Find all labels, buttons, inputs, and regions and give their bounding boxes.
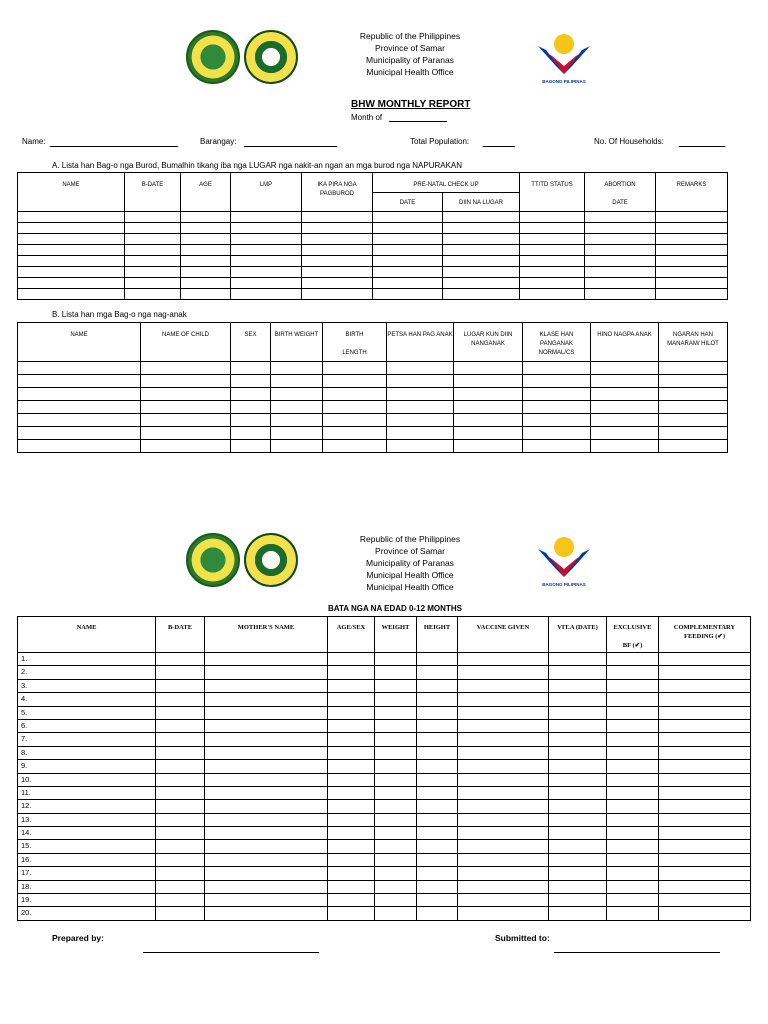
col-mother: MOTHER'S NAME: [205, 617, 328, 653]
table-row[interactable]: [18, 289, 728, 300]
table-cell[interactable]: [458, 894, 549, 907]
table-cell[interactable]: [659, 813, 751, 826]
col-vita: VIT.A (DATE): [549, 617, 607, 653]
table-cell[interactable]: [205, 653, 328, 666]
table-cell[interactable]: [375, 733, 417, 746]
table-cell[interactable]: [458, 827, 549, 840]
col-prenatal: PRE-NATAL CHECK UP: [373, 173, 520, 193]
table-row[interactable]: [18, 375, 728, 388]
table-cell[interactable]: [417, 867, 458, 880]
table-cell[interactable]: [607, 867, 659, 880]
table-cell[interactable]: [458, 840, 549, 853]
table-cell[interactable]: [659, 746, 751, 759]
table-cell[interactable]: [205, 693, 328, 706]
table-cell[interactable]: [549, 786, 607, 799]
table-cell[interactable]: [458, 813, 549, 826]
table-cell[interactable]: [458, 786, 549, 799]
col-sex: SEX: [231, 323, 271, 362]
bagong-pilipinas-text: BAGONG PILIPINAS: [542, 79, 586, 84]
table-cell[interactable]: [549, 760, 607, 773]
table-cell[interactable]: [375, 800, 417, 813]
table-cell[interactable]: [156, 719, 205, 732]
table-cell[interactable]: [205, 719, 328, 732]
table-row[interactable]: [18, 813, 751, 826]
table-cell[interactable]: [205, 679, 328, 692]
table-cell[interactable]: [205, 800, 328, 813]
table-cell[interactable]: [375, 679, 417, 692]
table-cell[interactable]: [458, 907, 549, 920]
table-cell[interactable]: [659, 840, 751, 853]
table-cell[interactable]: [659, 679, 751, 692]
table-cell[interactable]: [607, 813, 659, 826]
table-cell[interactable]: [549, 813, 607, 826]
table-cell[interactable]: [205, 894, 328, 907]
col-lugar: LUGAR KUN DIIN NANGANAK: [454, 323, 523, 362]
table-cell[interactable]: [607, 666, 659, 679]
table-cell[interactable]: [205, 907, 328, 920]
table-cell[interactable]: [458, 719, 549, 732]
row-number: 19.: [18, 894, 156, 907]
table-cell[interactable]: [659, 894, 751, 907]
table-cell[interactable]: [205, 880, 328, 893]
table-cell[interactable]: [156, 827, 205, 840]
table-cell[interactable]: [328, 746, 375, 759]
name-label: Name:: [22, 137, 46, 146]
col-tt-status: TT/TD STATUS: [520, 173, 585, 212]
table-cell[interactable]: [205, 840, 328, 853]
report-title: BHW MONTHLY REPORT: [351, 99, 471, 110]
barangay-label: Barangay:: [200, 137, 237, 146]
table-cell[interactable]: [328, 907, 375, 920]
table-cell[interactable]: [549, 880, 607, 893]
col-birth-length: BIRTH LENGTH: [323, 323, 387, 362]
row-number: 3.: [18, 679, 156, 692]
table-cell[interactable]: [156, 907, 205, 920]
doh-seal-logo: [244, 30, 298, 84]
table-cell[interactable]: [156, 666, 205, 679]
table-cell[interactable]: [328, 894, 375, 907]
row-number: 4.: [18, 693, 156, 706]
table-row[interactable]: [18, 706, 751, 719]
table-cell[interactable]: [417, 679, 458, 692]
table-cell[interactable]: [328, 706, 375, 719]
table-cell[interactable]: [607, 693, 659, 706]
table-cell[interactable]: [156, 813, 205, 826]
table-cell[interactable]: [375, 867, 417, 880]
col-bdate: B-DATE: [156, 617, 205, 653]
table-cell[interactable]: [659, 706, 751, 719]
table-cell[interactable]: [205, 867, 328, 880]
households-label: No. Of Households:: [594, 137, 664, 146]
births-table: [17, 322, 728, 453]
table-row[interactable]: [18, 760, 751, 773]
col-name: NAME: [18, 323, 141, 362]
table-cell[interactable]: [417, 746, 458, 759]
table-cell[interactable]: [375, 813, 417, 826]
table-cell[interactable]: [375, 827, 417, 840]
table-row[interactable]: [18, 894, 751, 907]
month-field[interactable]: [389, 121, 447, 122]
table-cell[interactable]: [549, 894, 607, 907]
table-cell[interactable]: [549, 746, 607, 759]
table-cell[interactable]: [328, 853, 375, 866]
table-cell[interactable]: [607, 773, 659, 786]
table-cell[interactable]: [458, 653, 549, 666]
col-abortion: ABORTION DATE: [585, 173, 656, 212]
households-field[interactable]: [679, 146, 725, 147]
municipality-seal-logo: [186, 30, 240, 84]
table-cell[interactable]: [328, 867, 375, 880]
table-row[interactable]: [18, 800, 751, 813]
table-row[interactable]: [18, 414, 728, 427]
table-cell[interactable]: [417, 800, 458, 813]
table-cell[interactable]: [458, 693, 549, 706]
table-row[interactable]: [18, 388, 728, 401]
table-cell[interactable]: [417, 894, 458, 907]
table-row[interactable]: [18, 853, 751, 866]
table-cell[interactable]: [156, 653, 205, 666]
table-cell[interactable]: [607, 840, 659, 853]
table-cell[interactable]: [549, 666, 607, 679]
row-number: 13.: [18, 813, 156, 826]
table-cell[interactable]: [205, 813, 328, 826]
table-cell[interactable]: [328, 800, 375, 813]
population-label: Total Population:: [410, 137, 470, 146]
row-number: 14.: [18, 827, 156, 840]
header-text: Republic of the Philippines Province of Samar Municipality of Paranas Municipal Health Office: [359, 31, 461, 77]
table-cell[interactable]: [607, 827, 659, 840]
table-cell[interactable]: [659, 853, 751, 866]
table-row[interactable]: [18, 256, 728, 267]
table-cell[interactable]: [659, 719, 751, 732]
municipality-seal-logo: [186, 533, 240, 587]
table-row[interactable]: [18, 666, 751, 679]
table-cell[interactable]: [156, 773, 205, 786]
table-cell[interactable]: [549, 773, 607, 786]
table-cell[interactable]: [458, 853, 549, 866]
table-cell[interactable]: [156, 706, 205, 719]
col-prenatal-date: DATE: [373, 193, 443, 212]
col-lmp: LMP: [231, 173, 302, 212]
row-number: 17.: [18, 867, 156, 880]
table-cell[interactable]: [607, 853, 659, 866]
col-age: AGE: [181, 173, 231, 212]
col-child: NAME OF CHILD: [141, 323, 231, 362]
table-row[interactable]: [18, 679, 751, 692]
table-cell[interactable]: [458, 773, 549, 786]
table-cell[interactable]: [458, 867, 549, 880]
table-cell[interactable]: [328, 880, 375, 893]
table-cell[interactable]: [205, 773, 328, 786]
table-cell[interactable]: [328, 653, 375, 666]
table-cell[interactable]: [458, 800, 549, 813]
table-cell[interactable]: [205, 786, 328, 799]
table-cell[interactable]: [607, 894, 659, 907]
table-cell[interactable]: [375, 719, 417, 732]
table-cell[interactable]: [375, 786, 417, 799]
month-label: Month of: [351, 113, 383, 122]
table-cell[interactable]: [156, 693, 205, 706]
table-cell[interactable]: [417, 840, 458, 853]
population-field[interactable]: [483, 146, 515, 147]
table-cell[interactable]: [328, 693, 375, 706]
table-cell[interactable]: [607, 907, 659, 920]
row-number: 7.: [18, 733, 156, 746]
table-cell[interactable]: [328, 733, 375, 746]
table-cell[interactable]: [156, 800, 205, 813]
col-complementary: COMPLEMENTARY FEEDING (✔): [659, 617, 751, 653]
table-cell[interactable]: [328, 719, 375, 732]
table-cell[interactable]: [417, 813, 458, 826]
table-cell[interactable]: [417, 653, 458, 666]
row-number: 15.: [18, 840, 156, 853]
submitted-to-signature-line[interactable]: [554, 952, 720, 953]
table-cell[interactable]: [205, 733, 328, 746]
row-number: 5.: [18, 706, 156, 719]
table-row[interactable]: [18, 693, 751, 706]
table-cell[interactable]: [417, 880, 458, 893]
col-ika-pira: IKA PIRA NGA PAGBUROD: [302, 173, 373, 212]
table-cell[interactable]: [458, 746, 549, 759]
col-remarks: REMARKS: [656, 173, 728, 212]
row-number: 8.: [18, 746, 156, 759]
table-cell[interactable]: [659, 653, 751, 666]
table-row[interactable]: [18, 867, 751, 880]
table-cell[interactable]: [549, 693, 607, 706]
table-cell[interactable]: [156, 853, 205, 866]
table-cell[interactable]: [549, 706, 607, 719]
table-cell[interactable]: [375, 853, 417, 866]
table-cell[interactable]: [205, 853, 328, 866]
table-cell[interactable]: [328, 666, 375, 679]
table-cell[interactable]: [458, 706, 549, 719]
table-row[interactable]: [18, 907, 751, 920]
table-cell[interactable]: [458, 679, 549, 692]
table-cell[interactable]: [156, 880, 205, 893]
table-cell[interactable]: [375, 653, 417, 666]
table-cell[interactable]: [417, 907, 458, 920]
table-cell[interactable]: [607, 880, 659, 893]
bagong-pilipinas-text: BAGONG PILIPINAS: [542, 582, 586, 587]
table-cell[interactable]: [375, 840, 417, 853]
table-cell[interactable]: [607, 719, 659, 732]
table-cell[interactable]: [458, 880, 549, 893]
table-cell[interactable]: [549, 679, 607, 692]
table-row[interactable]: [18, 840, 751, 853]
row-number: 6.: [18, 719, 156, 732]
table-cell[interactable]: [328, 813, 375, 826]
table-cell[interactable]: [156, 679, 205, 692]
table-row[interactable]: [18, 440, 728, 453]
table-row[interactable]: [18, 827, 751, 840]
table-cell[interactable]: [549, 907, 607, 920]
submitted-to-label: Submitted to:: [495, 933, 550, 943]
col-height: HEIGHT: [417, 617, 458, 653]
row-number: 10.: [18, 773, 156, 786]
row-number: 18.: [18, 880, 156, 893]
table-cell[interactable]: [607, 800, 659, 813]
table-cell[interactable]: [156, 760, 205, 773]
table-cell[interactable]: [156, 733, 205, 746]
row-number: 12.: [18, 800, 156, 813]
table-cell[interactable]: [205, 760, 328, 773]
pregnancy-table: [17, 172, 728, 300]
table-cell[interactable]: [375, 760, 417, 773]
col-bdate: B-DATE: [125, 173, 181, 212]
table-cell[interactable]: [549, 653, 607, 666]
table-cell[interactable]: [328, 840, 375, 853]
table-cell[interactable]: [549, 733, 607, 746]
row-number: 16.: [18, 853, 156, 866]
bagong-pilipinas-logo: [536, 529, 592, 587]
table-row[interactable]: [18, 212, 728, 223]
table-cell[interactable]: [375, 907, 417, 920]
table-cell[interactable]: [417, 719, 458, 732]
table-cell[interactable]: [375, 693, 417, 706]
table-cell[interactable]: [205, 706, 328, 719]
table-cell[interactable]: [328, 827, 375, 840]
table-cell[interactable]: [659, 786, 751, 799]
table-cell[interactable]: [156, 894, 205, 907]
table-cell[interactable]: [328, 773, 375, 786]
bagong-pilipinas-logo: [536, 26, 592, 84]
table-cell[interactable]: [549, 853, 607, 866]
table-cell[interactable]: [659, 666, 751, 679]
table-cell[interactable]: [375, 894, 417, 907]
col-name: NAME: [18, 173, 125, 212]
table-cell[interactable]: [328, 786, 375, 799]
col-name: NAME: [18, 617, 156, 653]
table-row[interactable]: [18, 234, 728, 245]
table-cell[interactable]: [659, 827, 751, 840]
table-row[interactable]: [18, 773, 751, 786]
table-row[interactable]: [18, 653, 751, 666]
table-cell[interactable]: [458, 666, 549, 679]
table-cell[interactable]: [417, 666, 458, 679]
table-cell[interactable]: [607, 653, 659, 666]
table-row[interactable]: [18, 880, 751, 893]
col-hino: HINO NAGPA ANAK: [591, 323, 659, 362]
col-weight: WEIGHT: [375, 617, 417, 653]
table-cell[interactable]: [156, 867, 205, 880]
table-cell[interactable]: [417, 733, 458, 746]
table-cell[interactable]: [205, 746, 328, 759]
table-cell[interactable]: [375, 773, 417, 786]
row-number: 11.: [18, 786, 156, 799]
table-cell[interactable]: [328, 679, 375, 692]
col-petsa: PETSA HAN PAG ANAK: [387, 323, 454, 362]
table-row[interactable]: [18, 401, 728, 414]
table-cell[interactable]: [659, 800, 751, 813]
section-a-title: A. Lista han Bag-o nga Burod, Bumalhin tikang iba nga LUGAR nga nakit-an ngan an mga burod nga NAPURAKAN: [52, 161, 463, 170]
table-cell[interactable]: [375, 706, 417, 719]
table-cell[interactable]: [549, 827, 607, 840]
col-klase: KLASE HAN PANGANAK NORMAL/CS: [523, 323, 591, 362]
table-cell[interactable]: [607, 746, 659, 759]
table-row[interactable]: [18, 267, 728, 278]
table-cell[interactable]: [549, 800, 607, 813]
table-row[interactable]: [18, 245, 728, 256]
table-row[interactable]: [18, 278, 728, 289]
table-cell[interactable]: [659, 880, 751, 893]
table-cell[interactable]: [417, 693, 458, 706]
table-cell[interactable]: [375, 666, 417, 679]
table-cell[interactable]: [659, 907, 751, 920]
table-cell[interactable]: [458, 760, 549, 773]
section-c-title: BATA NGA NA EDAD 0-12 MONTHS: [328, 604, 462, 613]
table-cell[interactable]: [417, 773, 458, 786]
table-cell[interactable]: [417, 760, 458, 773]
col-age-sex: AGE/SEX: [328, 617, 375, 653]
table-cell[interactable]: [458, 733, 549, 746]
table-row[interactable]: [18, 786, 751, 799]
table-cell[interactable]: [549, 867, 607, 880]
table-row[interactable]: [18, 223, 728, 234]
table-cell[interactable]: [659, 693, 751, 706]
col-ebf: EXCLUSIVE BF (✔): [607, 617, 659, 653]
table-cell[interactable]: [659, 867, 751, 880]
header-text-2: Republic of the Philippines Province of Samar Municipality of Paranas Municipal Health Office Municipal Health Office: [359, 534, 461, 592]
col-birth-weight: BIRTH WEIGHT: [271, 323, 323, 362]
table-cell[interactable]: [549, 840, 607, 853]
table-cell[interactable]: [607, 733, 659, 746]
table-cell[interactable]: [607, 786, 659, 799]
name-field[interactable]: [50, 146, 178, 147]
table-cell[interactable]: [549, 719, 607, 732]
table-cell[interactable]: [607, 706, 659, 719]
col-vaccine: VACCINE GIVEN: [458, 617, 549, 653]
table-cell[interactable]: [417, 853, 458, 866]
table-row[interactable]: [18, 733, 751, 746]
prepared-by-signature-line[interactable]: [143, 952, 319, 953]
table-row[interactable]: [18, 427, 728, 440]
doh-seal-logo: [244, 533, 298, 587]
table-cell[interactable]: [375, 746, 417, 759]
table-cell[interactable]: [205, 827, 328, 840]
table-cell[interactable]: [607, 760, 659, 773]
row-number: 9.: [18, 760, 156, 773]
table-cell[interactable]: [205, 666, 328, 679]
table-row[interactable]: [18, 746, 751, 759]
table-cell[interactable]: [417, 827, 458, 840]
infants-table: [17, 616, 751, 921]
table-cell[interactable]: [607, 679, 659, 692]
table-cell[interactable]: [659, 773, 751, 786]
table-cell[interactable]: [328, 760, 375, 773]
table-cell[interactable]: [156, 746, 205, 759]
table-cell[interactable]: [417, 786, 458, 799]
table-cell[interactable]: [659, 733, 751, 746]
row-number: 2.: [18, 666, 156, 679]
table-row[interactable]: [18, 362, 728, 375]
col-prenatal-place: DIIN NA LUGAR: [443, 193, 520, 212]
col-ngaran: NGARAN HAN MANARAM/ HILOT: [659, 323, 728, 362]
barangay-field[interactable]: [244, 146, 337, 147]
table-cell[interactable]: [417, 706, 458, 719]
table-cell[interactable]: [156, 840, 205, 853]
row-number: 1.: [18, 653, 156, 666]
table-cell[interactable]: [156, 786, 205, 799]
table-cell[interactable]: [659, 760, 751, 773]
section-b-title: B. Lista han mga Bag-o nga nag-anak: [52, 310, 187, 319]
table-row[interactable]: [18, 719, 751, 732]
row-number: 20.: [18, 907, 156, 920]
table-cell[interactable]: [375, 880, 417, 893]
prepared-by-label: Prepared by:: [52, 933, 104, 943]
